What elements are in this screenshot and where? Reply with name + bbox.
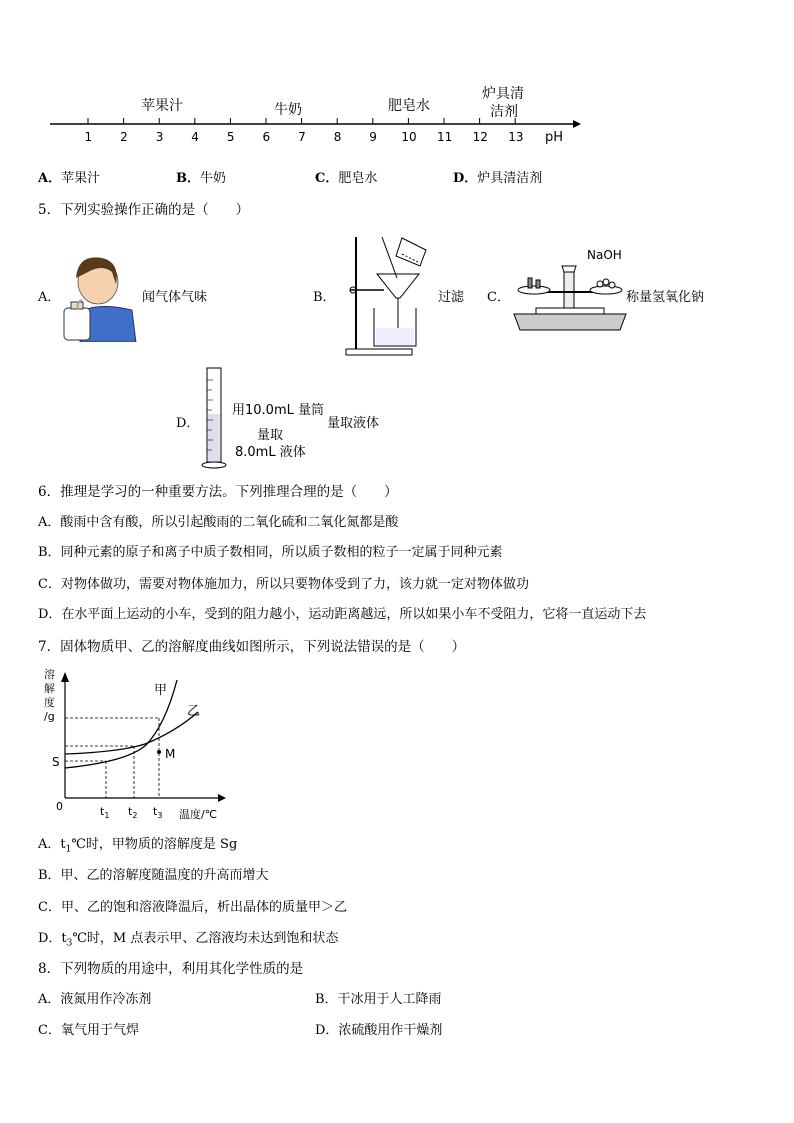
q5-option-a-letter[interactable]: A． — [38, 290, 61, 305]
q8-option-b[interactable]: B．干冰用于人工降雨 — [315, 992, 442, 1007]
graph-ylabel-4: /g — [44, 710, 55, 723]
graph-ylabel-2: 解 — [44, 682, 55, 695]
ph-tick-label: 1 — [84, 130, 93, 144]
ph-tick-label: 10 — [401, 130, 417, 144]
q7-option-b[interactable]: B．甲、乙的溶解度随温度的升高而增大 — [38, 868, 269, 883]
q5-option-d-line3: 8.0mL 液体 — [235, 445, 306, 460]
q5-stem: 5．下列实验操作正确的是（ ） — [38, 202, 250, 218]
balance-scale-image — [508, 244, 632, 344]
ph-tick-label: 3 — [155, 130, 164, 144]
q8-stem: 8．下列物质的用途中，利用其化学性质的是 — [38, 961, 304, 977]
ph-tick-label: 6 — [262, 130, 271, 144]
q4-option-b[interactable]: B．牛奶 — [176, 171, 227, 186]
ph-tick-label: 2 — [120, 130, 128, 144]
q8-option-d[interactable]: D．浓硫酸用作干燥剂 — [315, 1023, 443, 1038]
graph-xlabel: 温度/℃ — [179, 808, 218, 821]
q5-option-b-text: 过滤 — [438, 290, 465, 305]
q8-option-a[interactable]: A．液氮用作冷冻剂 — [38, 992, 152, 1007]
q5-option-d-letter[interactable]: D． — [176, 416, 200, 431]
ph-unit: pH — [545, 130, 564, 145]
q5-option-b-letter[interactable]: B． — [313, 290, 336, 305]
q6-option-d[interactable]: D．在水平面上运动的小车，受到的阻力越小，运动距离越远，所以如果小车不受阻力，它将一直运动下去 — [38, 607, 647, 622]
q5-option-d-line2: 量取 — [257, 428, 284, 443]
point-m — [157, 750, 161, 754]
tick-t3: $t_3$ — [153, 805, 163, 820]
ph-tick-label: 5 — [226, 130, 235, 144]
ph-tick-label: 8 — [333, 130, 342, 144]
q5-option-d-text: 量取液体 — [327, 416, 380, 431]
ph-tick-label: 12 — [472, 130, 488, 144]
graph-s-label: S — [52, 755, 60, 769]
graph-origin: 0 — [56, 800, 63, 813]
filtration-apparatus-image — [340, 232, 440, 358]
person-smelling-image — [62, 250, 142, 342]
q7-stem: 7．固体物质甲、乙的溶解度曲线如图所示，下列说法错误的是（ ） — [38, 639, 466, 655]
q8-option-c[interactable]: C．氧气用于气焊 — [38, 1023, 139, 1038]
naoh-label: NaOH — [587, 248, 622, 262]
tick-t1: $t_1$ — [100, 805, 110, 820]
ph-label-milk: 牛奶 — [274, 102, 302, 118]
ph-tick-label: 11 — [437, 130, 453, 144]
q6-option-b[interactable]: B．同种元素的原子和离子中质子数相同，所以质子数相的粒子一定属于同种元素 — [38, 545, 503, 560]
q7-option-d[interactable]: D．$t_3℃$时，M 点表示甲、乙溶液均未达到饱和状态 — [38, 931, 339, 949]
q7-option-a[interactable]: A．$t_1℃$时，甲物质的溶解度是 Sg — [38, 837, 238, 855]
point-m-label: M — [165, 747, 176, 761]
q7-option-c[interactable]: C．甲、乙的饱和溶液降温后，析出晶体的质量甲＞乙 — [38, 900, 347, 915]
graduated-cylinder-image — [200, 366, 234, 470]
q6-option-a[interactable]: A．酸雨中含有酸，所以引起酸雨的二氧化硫和二氧化氮都是酸 — [38, 515, 399, 530]
q5-option-d-line1: 用10.0mL 量筒 — [232, 403, 324, 418]
ph-label-cleaner-2: 洁剂 — [490, 104, 518, 120]
ph-scale-diagram — [45, 82, 590, 146]
q5-option-a-text: 闻气体气味 — [142, 290, 208, 305]
graph-ylabel-1: 溶 — [44, 668, 55, 681]
q4-option-c[interactable]: C．肥皂水 — [315, 171, 378, 186]
q4-option-d[interactable]: D．炉具清洁剂 — [453, 171, 543, 186]
graph-ylabel-3: 度 — [44, 696, 55, 709]
q5-option-c-letter[interactable]: C． — [487, 290, 510, 305]
curve-jia-label: 甲 — [154, 683, 168, 698]
ph-label-cleaner-1: 炉具清 — [482, 86, 524, 102]
ph-label-apple-juice: 苹果汁 — [141, 98, 183, 114]
ph-tick-label: 9 — [369, 130, 377, 144]
q4-option-a[interactable]: A．苹果汁 — [38, 171, 101, 186]
q5-option-c-text: 称量氢氧化钠 — [626, 290, 705, 305]
solubility-curve-graph — [40, 660, 230, 825]
curve-yi-label: 乙 — [187, 704, 201, 719]
ph-tick-label: 7 — [298, 130, 306, 144]
ph-tick-label: 4 — [191, 130, 199, 144]
q6-option-c[interactable]: C．对物体做功，需要对物体施加力，所以只要物体受到了力，该力就一定对物体做功 — [38, 577, 529, 592]
ph-label-soap: 肥皂水 — [388, 98, 430, 114]
tick-t2: $t_2$ — [128, 805, 138, 820]
ph-tick-label: 13 — [508, 130, 524, 144]
q6-stem: 6．推理是学习的一种重要方法。下列推理合理的是（ ） — [38, 484, 398, 500]
